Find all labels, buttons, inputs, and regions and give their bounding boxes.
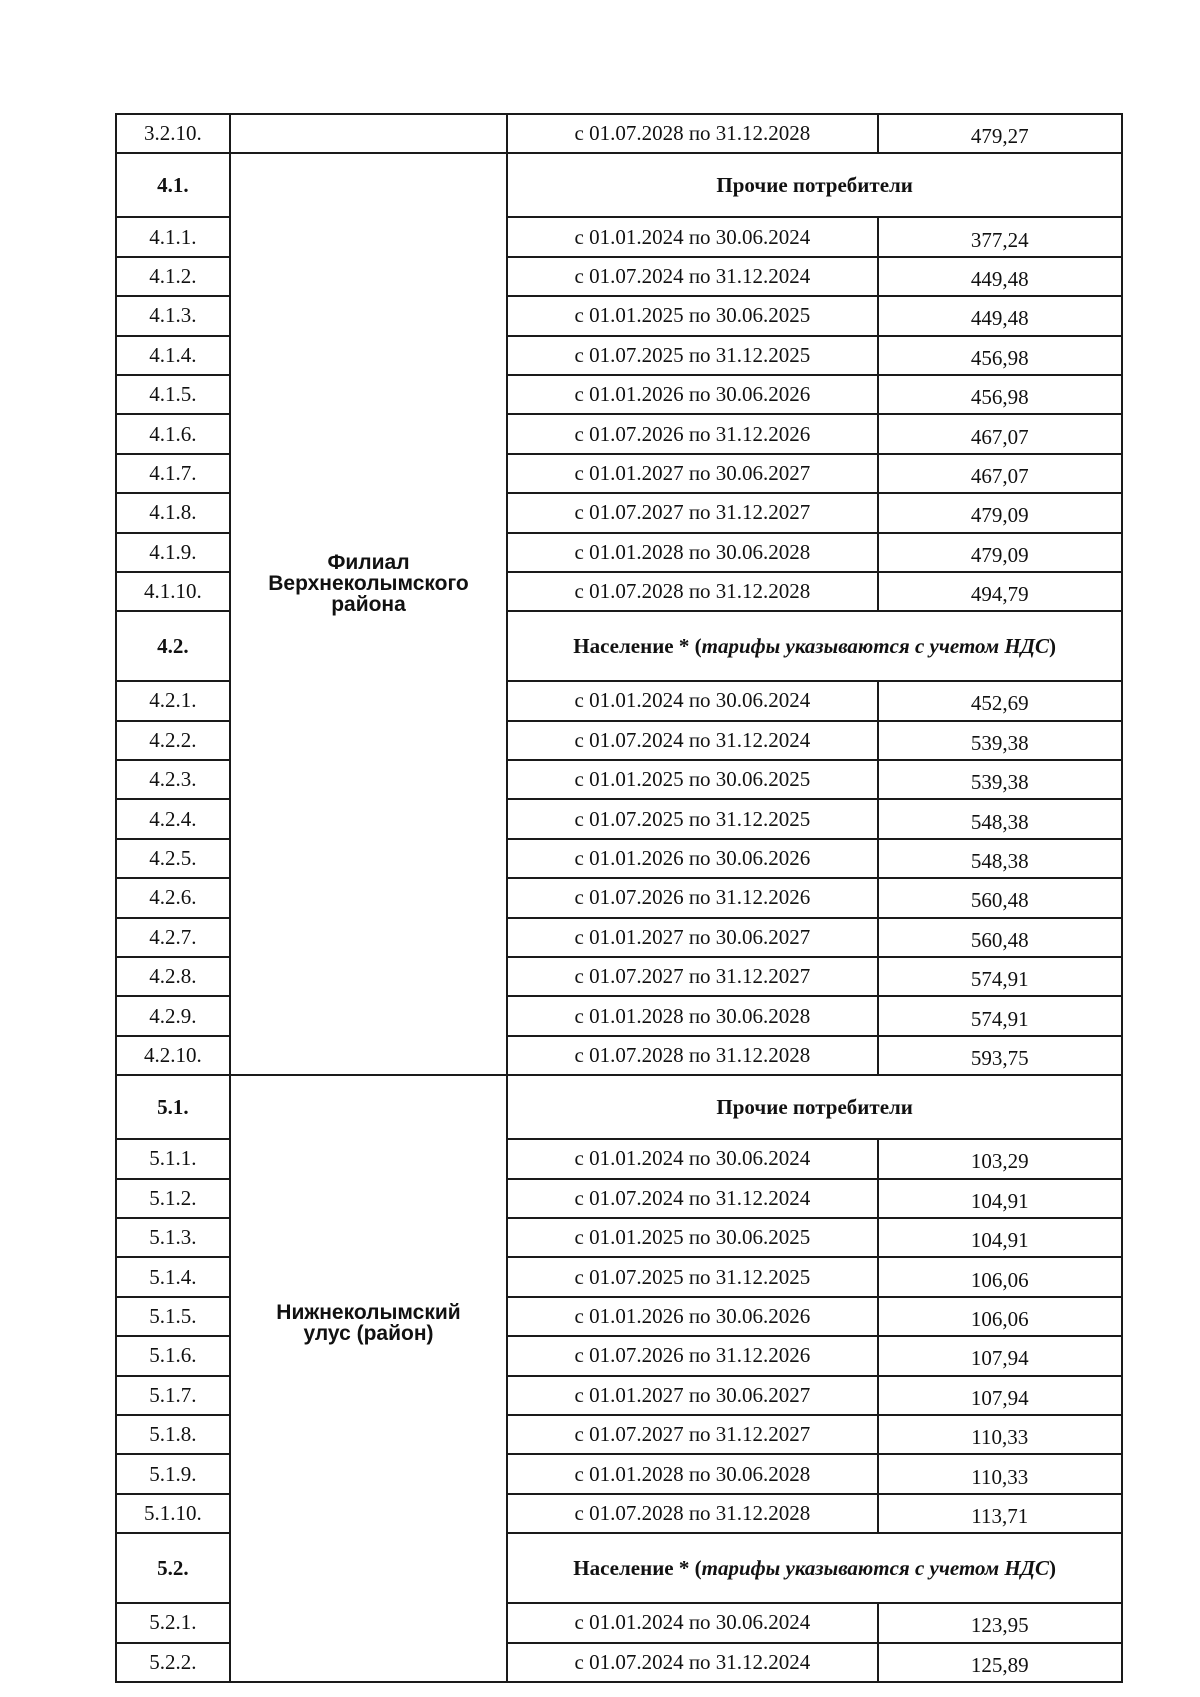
row-value: 467,07: [878, 454, 1122, 493]
row-number: 4.2.7.: [116, 918, 230, 957]
row-period: с 01.01.2026 по 30.06.2026: [507, 375, 877, 414]
row-number: 5.1.4.: [116, 1257, 230, 1296]
row-value: 113,71: [878, 1494, 1122, 1533]
tariff-table-body: [116, 114, 1122, 1682]
row-value: 479,09: [878, 533, 1122, 572]
section-number: 4.1.: [116, 153, 230, 217]
row-number: 4.1.7.: [116, 454, 230, 493]
row-number: 5.1.10.: [116, 1494, 230, 1533]
section-title: Прочие потребители: [507, 1075, 1122, 1139]
row-number: 4.2.1.: [116, 681, 230, 720]
row-value: 593,75: [878, 1036, 1122, 1075]
section-title-plain: Население * (: [573, 1555, 702, 1580]
row-number: 4.1.8.: [116, 493, 230, 532]
organization-name-line: улус (район): [303, 1322, 434, 1346]
organization-name: [230, 1075, 508, 1682]
row-number: 4.2.5.: [116, 839, 230, 878]
row-period: с 01.07.2028 по 31.12.2028: [507, 1036, 877, 1075]
row-value: 104,91: [878, 1218, 1122, 1257]
row-number: 4.2.6.: [116, 878, 230, 917]
row-period: с 01.07.2026 по 31.12.2026: [507, 878, 877, 917]
row-value: 449,48: [878, 257, 1122, 296]
section-title-plain: Население * (: [573, 633, 702, 658]
row-period: с 01.01.2025 по 30.06.2025: [507, 296, 877, 335]
row-number: 4.1.2.: [116, 257, 230, 296]
row-number: 4.2.10.: [116, 1036, 230, 1075]
row-period: с 01.07.2025 по 31.12.2025: [507, 799, 877, 838]
row-value: 125,89: [878, 1643, 1122, 1682]
row-number: 4.1.3.: [116, 296, 230, 335]
section-title: Прочие потребители: [507, 153, 1122, 217]
organization-name-line: района: [331, 593, 406, 617]
row-number: 4.2.2.: [116, 721, 230, 760]
section-number: 5.1.: [116, 1075, 230, 1139]
row-value: 456,98: [878, 375, 1122, 414]
row-number: 5.1.2.: [116, 1179, 230, 1218]
row-number: 5.1.3.: [116, 1218, 230, 1257]
row-period: с 01.01.2027 по 30.06.2027: [507, 454, 877, 493]
row-number: 5.1.8.: [116, 1415, 230, 1454]
row-value: 574,91: [878, 957, 1122, 996]
row-period: с 01.07.2024 по 31.12.2024: [507, 257, 877, 296]
row-value: 103,29: [878, 1139, 1122, 1178]
table-row: [116, 114, 1122, 153]
row-value: 110,33: [878, 1415, 1122, 1454]
row-number: 5.2.2.: [116, 1643, 230, 1682]
row-value: 539,38: [878, 760, 1122, 799]
row-period: с 01.07.2024 по 31.12.2024: [507, 721, 877, 760]
row-period: с 01.07.2025 по 31.12.2025: [507, 336, 877, 375]
row-value: 110,33: [878, 1454, 1122, 1493]
row-value: 479,09: [878, 493, 1122, 532]
section-header-row: [116, 1075, 1122, 1139]
row-period: с 01.07.2027 по 31.12.2027: [507, 493, 877, 532]
row-number: 5.2.1.: [116, 1603, 230, 1642]
row-value: 449,48: [878, 296, 1122, 335]
row-value: 539,38: [878, 721, 1122, 760]
row-value: 106,06: [878, 1297, 1122, 1336]
row-value: 104,91: [878, 1179, 1122, 1218]
organization-name-line: Верхнеколымского: [268, 572, 469, 596]
row-number: 4.1.4.: [116, 336, 230, 375]
row-number: 5.1.6.: [116, 1336, 230, 1375]
tariff-table: [115, 113, 1123, 1683]
row-period: с 01.07.2028 по 31.12.2028: [507, 1494, 877, 1533]
row-period: с 01.01.2027 по 30.06.2027: [507, 918, 877, 957]
row-number: 4.1.10.: [116, 572, 230, 611]
organization-name-text: [231, 1076, 507, 1344]
row-period: с 01.07.2028 по 31.12.2028: [507, 114, 877, 153]
organization-name-line: Филиал: [327, 551, 410, 575]
row-value: 574,91: [878, 996, 1122, 1035]
section-title-italic: тарифы указываются с учетом НДС: [701, 1555, 1050, 1580]
row-period: с 01.01.2024 по 30.06.2024: [507, 1139, 877, 1178]
row-value: 467,07: [878, 414, 1122, 453]
row-value: 548,38: [878, 799, 1122, 838]
row-value: 106,06: [878, 1257, 1122, 1296]
row-period: с 01.01.2024 по 30.06.2024: [507, 217, 877, 256]
row-value: 560,48: [878, 878, 1122, 917]
row-number: 5.1.5.: [116, 1297, 230, 1336]
row-number: 5.1.1.: [116, 1139, 230, 1178]
section-title: [507, 611, 1122, 681]
organization-name: [230, 153, 508, 1075]
section-title-close: ): [1049, 633, 1057, 658]
row-number: 4.2.4.: [116, 799, 230, 838]
section-number: 4.2.: [116, 611, 230, 681]
row-number: 4.1.6.: [116, 414, 230, 453]
row-period: с 01.07.2025 по 31.12.2025: [507, 1257, 877, 1296]
section-number: 5.2.: [116, 1533, 230, 1603]
row-period: с 01.01.2028 по 30.06.2028: [507, 996, 877, 1035]
row-value: 560,48: [878, 918, 1122, 957]
row-period: с 01.01.2024 по 30.06.2024: [507, 681, 877, 720]
section-title: [507, 1533, 1122, 1603]
row-value: 107,94: [878, 1336, 1122, 1375]
row-number: 5.1.7.: [116, 1376, 230, 1415]
row-period: с 01.07.2026 по 31.12.2026: [507, 1336, 877, 1375]
organization-name-line: Нижнеколымский: [276, 1301, 461, 1325]
row-value: 494,79: [878, 572, 1122, 611]
row-value: 479,27: [878, 114, 1122, 153]
row-period: с 01.01.2025 по 30.06.2025: [507, 1218, 877, 1257]
row-number: 4.2.8.: [116, 957, 230, 996]
row-value: 377,24: [878, 217, 1122, 256]
row-value: 107,94: [878, 1376, 1122, 1415]
row-period: с 01.01.2026 по 30.06.2026: [507, 839, 877, 878]
row-period: с 01.07.2026 по 31.12.2026: [507, 414, 877, 453]
row-value: 456,98: [878, 336, 1122, 375]
row-period: с 01.01.2027 по 30.06.2027: [507, 1376, 877, 1415]
row-value: 452,69: [878, 681, 1122, 720]
row-value: 548,38: [878, 839, 1122, 878]
row-number: 4.1.5.: [116, 375, 230, 414]
row-period: с 01.01.2026 по 30.06.2026: [507, 1297, 877, 1336]
row-period: с 01.01.2028 по 30.06.2028: [507, 1454, 877, 1493]
row-period: с 01.01.2024 по 30.06.2024: [507, 1603, 877, 1642]
section-header-row: [116, 153, 1122, 217]
org-cell-continued: [230, 114, 508, 153]
row-value: 123,95: [878, 1603, 1122, 1642]
row-period: с 01.01.2025 по 30.06.2025: [507, 760, 877, 799]
row-number: 4.1.9.: [116, 533, 230, 572]
row-number: 3.2.10.: [116, 114, 230, 153]
section-title-close: ): [1049, 1555, 1057, 1580]
organization-name-text: [231, 154, 507, 615]
row-number: 5.1.9.: [116, 1454, 230, 1493]
row-period: с 01.07.2024 по 31.12.2024: [507, 1179, 877, 1218]
section-title-italic: тарифы указываются с учетом НДС: [701, 633, 1050, 658]
row-number: 4.2.9.: [116, 996, 230, 1035]
row-number: 4.1.1.: [116, 217, 230, 256]
row-period: с 01.07.2027 по 31.12.2027: [507, 1415, 877, 1454]
row-period: с 01.07.2028 по 31.12.2028: [507, 572, 877, 611]
row-period: с 01.07.2027 по 31.12.2027: [507, 957, 877, 996]
row-period: с 01.01.2028 по 30.06.2028: [507, 533, 877, 572]
row-period: с 01.07.2024 по 31.12.2024: [507, 1643, 877, 1682]
row-number: 4.2.3.: [116, 760, 230, 799]
